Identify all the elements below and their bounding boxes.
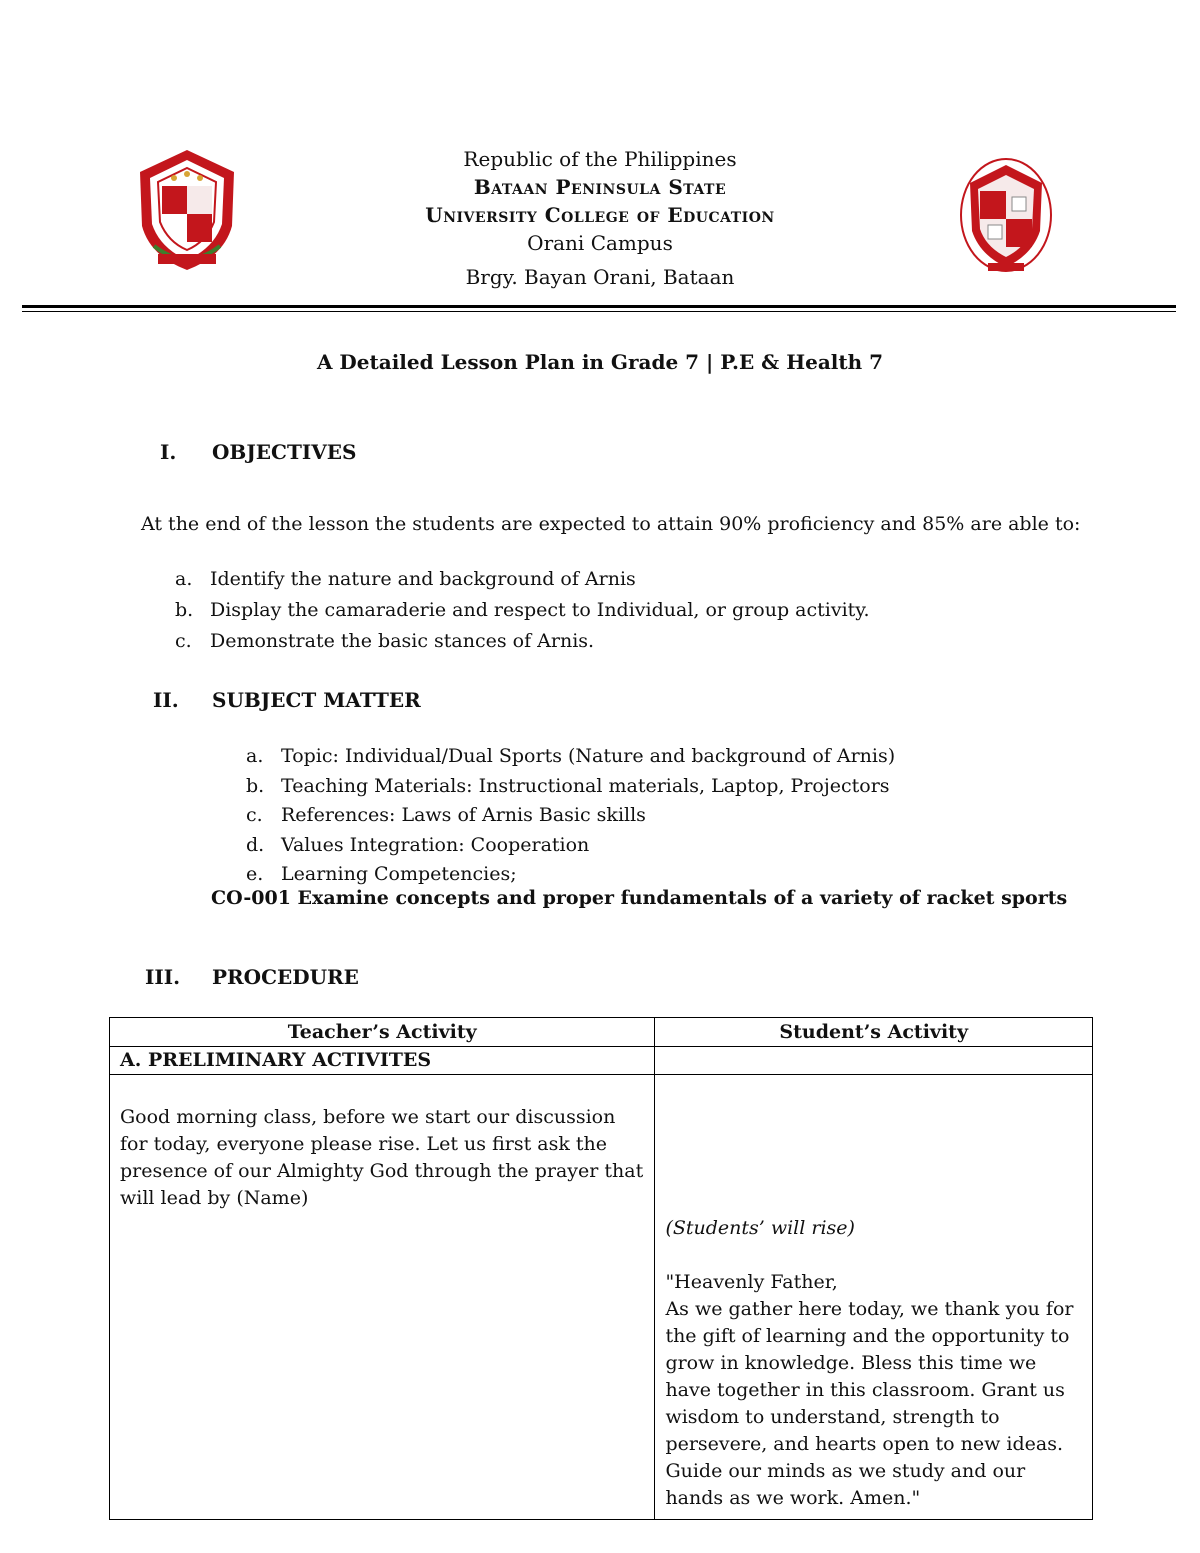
preliminary-activities-label: A. PRELIMINARY ACTIVITES <box>110 1047 655 1075</box>
header-address: Brgy. Bayan Orani, Bataan <box>465 265 735 289</box>
header-divider <box>22 305 1176 308</box>
prayer-first-line: "Heavenly Father, <box>665 1271 838 1293</box>
header-campus: Orani Campus <box>527 231 673 255</box>
section-title: PROCEDURE <box>212 965 359 989</box>
column-header-student: Student’s Activity <box>655 1018 1093 1047</box>
header-university: Bataan Peninsula State <box>473 175 727 199</box>
item-letter: c. <box>175 630 192 652</box>
item-text: Display the camaraderie and respect to Individual, or group activity. <box>210 599 870 621</box>
college-seal-logo <box>958 155 1054 283</box>
institution-header <box>300 145 900 291</box>
section-title: SUBJECT MATTER <box>212 688 421 712</box>
table-row <box>110 1047 1093 1075</box>
item-text: Topic: Individual/Dual Sports (Nature and background of Arnis) <box>281 745 896 767</box>
table-row <box>110 1075 1093 1520</box>
item-letter: a. <box>246 745 264 767</box>
item-text: Demonstrate the basic stances of Arnis. <box>210 630 595 652</box>
student-activity-cell <box>655 1075 1093 1520</box>
item-text: Identify the nature and background of Arnis <box>210 568 636 590</box>
section-number: III. <box>145 965 181 989</box>
objectives-intro: At the end of the lesson the students are expected to attain 90% proficiency and 85% are able to: <box>141 513 1081 535</box>
teacher-activity-cell <box>110 1075 655 1520</box>
header-divider-thin <box>22 311 1176 312</box>
student-prayer-text <box>665 1269 1082 1512</box>
item-letter: e. <box>246 863 264 885</box>
teacher-activity-text: Good morning class, before we start our discussion for today, everyone please rise. Let us first ask the presence of our Almighty God through the prayer that will lead by (Name) <box>120 1106 644 1209</box>
item-text: Learning Competencies; <box>281 863 517 885</box>
section-title: OBJECTIVES <box>212 440 357 464</box>
section-number: II. <box>153 688 179 712</box>
lesson-plan-title: A Detailed Lesson Plan in Grade 7 | P.E & Health 7 <box>316 350 884 374</box>
item-text: Values Integration: Cooperation <box>281 833 590 856</box>
item-letter: a. <box>175 568 193 590</box>
header-country: Republic of the Philippines <box>463 147 737 171</box>
university-seal-logo <box>134 146 240 274</box>
table-header-row <box>110 1018 1093 1047</box>
header-college: University College of Education <box>425 203 775 227</box>
item-text: Teaching Materials: Instructional materials, Laptop, Projectors <box>281 774 890 797</box>
item-text: References: Laws of Arnis Basic skills <box>281 804 646 826</box>
item-letter: b. <box>246 774 265 797</box>
item-letter: d. <box>246 833 265 856</box>
item-letter: c. <box>246 804 263 826</box>
student-rise-text: (Students’ will rise) <box>665 1217 855 1239</box>
section-number: I. <box>160 440 177 464</box>
prayer-body: As we gather here today, we thank you for the gift of learning and the opportunity to grow in knowledge. Bless this time we have together in this classroom. Grant us wisdom to understand, strength to persevere, and hearts open to new ideas. Guide our minds as we study and our hands as we work. Amen." <box>665 1298 1074 1509</box>
procedure-table <box>109 1017 1093 1520</box>
item-letter: b. <box>175 599 194 621</box>
empty-cell <box>655 1047 1093 1075</box>
learning-competency: CO-001 Examine concepts and proper fundamentals of a variety of racket sports <box>211 887 1068 909</box>
column-header-teacher: Teacher’s Activity <box>110 1018 655 1047</box>
